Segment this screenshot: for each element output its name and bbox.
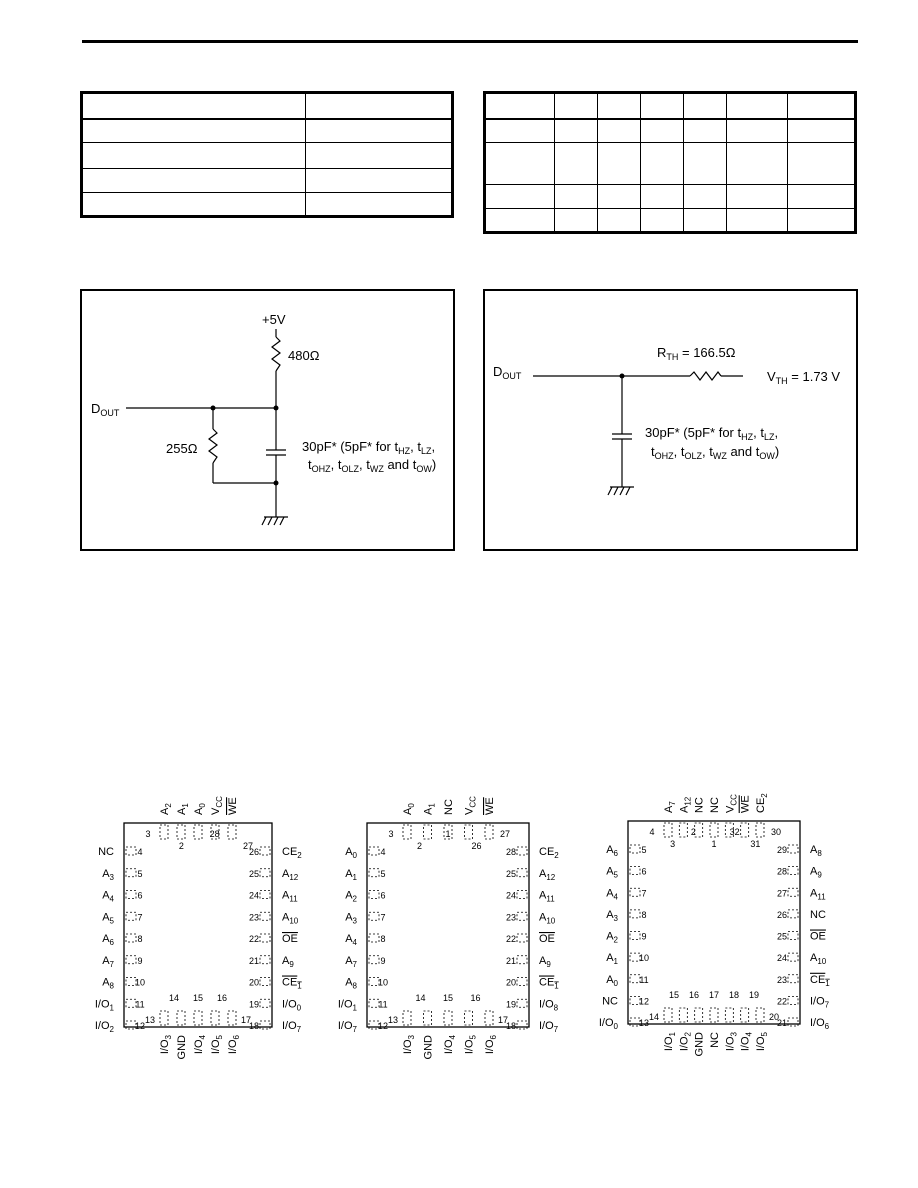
package3-right-pin-number: 29 [776,845,788,855]
package1-right-pin-label: $A_9$ [282,954,294,969]
package2-top-pin-number: 2 [416,841,423,851]
package1-right-pin-number: 26 [248,847,260,857]
pin-pad [369,847,379,855]
rth-label: $R_{TH} = 166.5\Omega$ [657,345,736,362]
package2-bottom-pin-label: $I/O_3$ [402,1035,416,1055]
package3-right-pin-number: 28 [776,866,788,877]
package2-left-pin-number: 9 [380,955,386,966]
package2-left-pin-label: $A_4$ [345,933,357,947]
package2-right-pin-label: OE [539,933,555,945]
package3-right-pin-number: 26 [776,909,788,920]
pin-pad [517,869,527,877]
package2-left-pin-label: $A_1$ [345,867,357,882]
package2-right-pin-number: 21 [505,955,517,966]
pin-pad [211,1011,219,1025]
pin-pad [160,825,168,839]
cap-label-line2: $t_{OHZ}$, $t_{OLZ}$, $t_{WZ}$ and $t_{OW}$) [651,444,780,461]
pin-pad [444,1011,452,1025]
pin-pad [260,847,270,855]
package3-left-pin-number: 13 [638,1018,650,1028]
r-top-label: 480Ω [288,348,320,363]
pin-pad [630,932,640,940]
package1-bottom-pin-label: GND [176,1035,188,1060]
package1-bottom-pin-number: 14 [168,993,180,1003]
package2-bottom-pin-number: 16 [470,993,481,1003]
package1-left-pin-number: 6 [137,890,143,901]
package1-right-pin-number: 22 [248,934,260,944]
pin-pad [126,912,136,920]
pin-pad [710,1008,718,1022]
package2-right-pin-number: 25 [505,868,517,879]
pin-pad [177,1011,185,1025]
pin-pad [788,845,798,853]
package3-bottom-pin-number: 14 [648,1012,660,1022]
package1-right-pin-number: 24 [248,890,260,901]
package3-bottom-pin-number: 17 [708,990,720,1000]
pin-pad [228,1011,236,1025]
package1-right-pin-label: $A_{12}$ [282,867,299,882]
pin-pad [369,934,379,942]
package1-right-pin-number: 25 [248,868,260,879]
package2-right-pin-label: $CE_1$ [539,976,559,991]
package2-right-pin-number: 18 [505,1021,517,1031]
pin-pad [756,1008,764,1022]
pin-pad [260,891,270,899]
package3-bottom-pin-label: $I/O_5$ [755,1032,769,1052]
package3-right-pin-label: $CE_1$ [810,973,830,988]
package2-top-pin-number: 27 [499,829,511,839]
package3-top-pin-label: $A_{12}$ [678,796,693,813]
package1-top-pin-label: $A_2$ [159,803,173,815]
pin-pad [260,978,270,986]
package3-left-pin-label: $A_6$ [606,844,618,858]
pin-pad [725,1008,733,1022]
package1-right-pin-label: $I/O_7$ [282,1020,302,1034]
right-table [483,91,857,234]
package2-right-pin-number: 19 [505,999,517,1010]
package2-right-pin-label: $I/O_8$ [539,998,559,1013]
pin-pad [517,891,527,899]
pin-pad [260,934,270,942]
pin-pad [260,869,270,877]
package3-top-pin-label: $V_{CC}$ [724,794,739,813]
vth-label: $V_{TH} = 1.73$ V [767,369,841,386]
package2-right-pin-number: 20 [505,977,517,988]
pin-pad [465,825,473,839]
cap-label-line2: $t_{OHZ}$, $t_{OLZ}$, $t_{WZ}$ and $t_{OW}$) [308,457,437,474]
package2-top-pin-label: NC [443,799,455,815]
cap-label-line1: 30pF* (5pF* for $t_{HZ}$, $t_{LZ}$, [302,439,436,456]
package2-top-pin-label: $A_0$ [402,803,416,815]
package2-left-pin-label: $A_0$ [345,846,357,860]
package2-right-pin-number: 24 [505,890,517,901]
package3-bottom-pin-number: 18 [728,990,740,1000]
pin-pad [517,847,527,855]
package3-right-pin-number: 24 [776,953,788,964]
package3-top-pin-label: $CE_2$ [755,793,769,813]
package1-left-pin-label: $A_4$ [102,889,114,904]
package1-left-pin-number: 10 [134,977,146,988]
package1-right-pin-label: $A_{10}$ [282,911,299,926]
package1-left-pin-number: 12 [134,1021,146,1031]
package2-top-pin-label: WE [484,797,496,815]
pin-pad [788,910,798,918]
package3-right-pin-label: $A_9$ [810,865,822,880]
package1-left-pin-label: $A_6$ [102,933,114,947]
pin-pad [485,825,493,839]
package2-top-pin-number: 3 [388,829,394,839]
pin-pad [664,1008,672,1022]
package3-left-pin-number: 9 [641,931,647,942]
package2-bottom-pin-label: $I/O_4$ [443,1035,457,1055]
package1-top-pin-label: $A_0$ [193,803,207,815]
package1-right-pin-number: 18 [248,1021,260,1031]
pin-pad [424,825,432,839]
package1-right-pin-number: 21 [248,955,260,966]
package1-right-pin-label: OE [282,933,298,945]
pin-pad [741,1008,749,1022]
package3-right-pin-label: $A_8$ [810,844,822,858]
package2-left-pin-number: 4 [380,847,386,857]
package1-left-pin-number: 5 [137,868,143,879]
package1-left-pin-number: 4 [137,847,143,857]
supply-label: +5V [262,312,286,327]
package1-top-pin-number: 27 [242,841,254,851]
package2-left-pin-number: 10 [377,977,389,988]
header-rule [82,40,858,43]
package3-bottom-pin-number: 20 [768,1012,780,1022]
package3-left-pin-label: $A_1$ [606,952,618,967]
package3-right-pin-number: 27 [776,888,788,899]
pinout-diagrams [0,780,918,1080]
package3-right-pin-number: 25 [776,931,788,942]
package2-right-pin-label: $CE_2$ [539,846,559,860]
package1-right-pin-number: 23 [248,912,260,923]
pin-pad [710,823,718,837]
pin-pad [424,1011,432,1025]
pin-pad [517,999,527,1007]
pin-pad [260,912,270,920]
package2-bottom-pin-number: 17 [497,1015,509,1025]
package1-top-pin-label: $V_{CC}$ [210,796,224,815]
pin-pad [465,1011,473,1025]
package2-bottom-pin-label: $I/O_6$ [484,1035,498,1055]
pin-pad [788,996,798,1004]
dout-label: $D_{OUT}$ [91,401,120,418]
pin-pad [630,888,640,896]
package3-left-pin-label: $A_4$ [606,887,618,902]
pin-pad [260,1021,270,1029]
pin-pad [630,867,640,875]
package3-top-pin-number: 3 [670,839,676,849]
pin-pad [517,912,527,920]
package3-left-pin-number: 5 [641,845,647,855]
package1-left-pin-number: 11 [135,999,145,1010]
package1-right-pin-number: 20 [248,977,260,988]
package2-right-pin-number: 22 [505,934,517,944]
pin-pad [695,823,703,837]
package1-left-pin-label: NC [98,846,114,858]
package3-top-pin-label: NC [693,797,706,813]
pin-pad [664,823,672,837]
left-table [80,91,454,218]
package1-right-pin-label: $A_{11}$ [282,889,298,904]
package3-top-pin-label: WE [739,795,752,813]
package3-top-pin-number: 32 [729,827,740,837]
package1-left-pin-label: $A_8$ [102,976,114,991]
package3-left-pin-label: $A_3$ [606,908,618,923]
package2-left-pin-label: $I/O_1$ [337,998,357,1013]
package3-right-pin-number: 22 [776,996,788,1007]
pin-pad [194,825,202,839]
pin-pad [369,912,379,920]
pin-pad [788,953,798,961]
pin-pad [126,934,136,942]
package3-left-pin-label: $I/O_0$ [598,1017,618,1031]
package2-left-pin-label: $A_3$ [345,911,357,926]
package3-bottom-pin-label: $I/O_1$ [663,1032,677,1052]
package1-top-pin-number: 28 [209,829,220,839]
package3-right-pin-label: $I/O_7$ [810,995,830,1010]
right-test-circuit [483,289,858,551]
pin-pad [630,845,640,853]
package3-right-pin-label: OE [810,930,826,943]
pin-pad [403,825,411,839]
pin-pad [788,867,798,875]
package2-bottom-pin-number: 15 [442,993,454,1003]
package2-left-pin-number: 8 [380,934,386,944]
package3-right-pin-label: $I/O_6$ [810,1017,830,1031]
package3-top-pin-number: 4 [649,827,655,837]
pin-pad [788,975,798,983]
package1-top-pin-label: WE [227,797,239,815]
pin-pad [369,956,379,964]
package1-left-pin-label: $A_3$ [102,867,114,882]
left-test-circuit [80,289,455,551]
package1-right-pin-label: $CE_2$ [282,846,302,860]
package3-bottom-pin-label: $I/O_3$ [724,1032,739,1052]
package2-bottom-pin-label: GND [422,1035,435,1060]
package1-bottom-pin-label: $I/O_6$ [227,1035,241,1055]
package2-left-pin-label: $I/O_7$ [337,1020,357,1034]
pin-pad [679,1008,687,1022]
pin-pad [260,956,270,964]
package2-right-pin-label: $A_{12}$ [539,867,556,882]
pin-pad [403,1011,411,1025]
package2-top-pin-label: $V_{CC}$ [463,796,478,815]
package3-right-pin-number: 21 [776,1018,788,1028]
package1-bottom-pin-label: $I/O_3$ [159,1035,173,1055]
pin-pad [679,823,687,837]
package1-bottom-pin-number: 15 [192,993,204,1003]
package3-left-pin-number: 8 [641,909,647,920]
package1-left-pin-number: 7 [137,912,143,923]
package2-right-pin-number: 23 [505,912,517,923]
package1-right-pin-label: $I/O_0$ [282,998,302,1013]
package2-right-pin-label: $A_{10}$ [539,911,556,926]
package1-bottom-pin-number: 17 [240,1015,252,1025]
package2-left-pin-label: $A_8$ [345,976,357,991]
package2-bottom-pin-number: 14 [415,993,426,1003]
package2-left-pin-label: $A_2$ [345,889,357,904]
package2-right-pin-label: $A_9$ [539,954,551,969]
package3-left-pin-label: NC [602,995,618,1008]
pin-pad [160,1011,168,1025]
package2-right-pin-label: $A_{11}$ [539,889,555,904]
pin-pad [517,1021,527,1029]
pin-pad [517,934,527,942]
pin-pad [695,1008,703,1022]
package3-left-pin-number: 11 [639,974,649,985]
package3-bottom-pin-label: $I/O_2$ [678,1032,693,1052]
package2-left-pin-number: 12 [377,1021,389,1031]
package3-left-pin-number: 6 [641,866,647,877]
pin-pad [517,956,527,964]
pin-pad [788,932,798,940]
package2-top-pin-number: 1 [445,829,451,839]
pin-pad [788,1018,798,1026]
pin-pad [126,956,136,964]
package1-top-pin-label: $A_1$ [176,803,190,815]
package1-left-pin-label: $I/O_2$ [94,1020,114,1034]
package2-top-pin-number: 26 [471,841,482,851]
package2-left-pin-number: 11 [378,999,388,1010]
package3-top-pin-label: $A_7$ [663,801,677,813]
pin-pad [260,999,270,1007]
package3-left-pin-label: $A_2$ [606,930,618,945]
package3-bottom-pin-label: $I/O_4$ [739,1032,754,1052]
pin-pad [126,891,136,899]
package1-right-pin-label: $CE_1$ [282,976,302,991]
left-circuit-diagram [82,291,453,549]
package3-left-pin-label: $A_0$ [606,973,618,988]
package1-left-pin-label: $A_7$ [102,954,114,969]
pin-pad [369,891,379,899]
package3-bottom-pin-number: 16 [688,990,700,1000]
package3-right-pin-label: NC [810,908,826,921]
package2-left-pin-number: 7 [380,912,386,923]
cap-label-line1: 30pF* (5pF* for $t_{HZ}$, $t_{LZ}$, [645,425,779,442]
pin-pad [228,825,236,839]
pin-pad [194,1011,202,1025]
package1-left-pin-label: $I/O_1$ [94,998,114,1013]
r-left-label: 255Ω [166,441,198,456]
package3-left-pin-number: 10 [638,953,650,964]
right-circuit-diagram [485,291,856,549]
package3-right-pin-number: 23 [776,974,788,985]
package1-top-pin-number: 2 [178,841,184,851]
package3-left-pin-label: $A_5$ [606,865,618,880]
pin-pad [630,910,640,918]
package3-top-pin-number: 30 [770,827,782,837]
package1-right-pin-number: 19 [248,999,260,1010]
package1-left-pin-label: $A_5$ [102,911,114,926]
pin-pad [126,847,136,855]
package3-left-pin-number: 12 [638,996,650,1007]
package1-bottom-pin-number: 13 [144,1015,156,1025]
package3-top-pin-number: 2 [690,827,696,837]
package1-left-pin-number: 9 [137,955,143,966]
pin-pad [126,869,136,877]
package2-left-pin-label: $A_7$ [345,954,357,969]
package3-top-pin-label: NC [709,797,721,813]
package2-bottom-pin-label: $I/O_5$ [463,1035,478,1055]
package3-bottom-pin-number: 15 [668,990,680,1000]
package2-right-pin-label: $I/O_7$ [539,1020,559,1034]
pin-pad [485,1011,493,1025]
pin-pad [788,888,798,896]
package2-bottom-pin-number: 13 [387,1015,399,1025]
pin-pad [756,823,764,837]
package3-top-pin-number: 1 [711,839,717,849]
package3-right-pin-label: $A_{11}$ [810,887,826,902]
pin-pad [369,869,379,877]
pin-pad [177,825,185,839]
package1-bottom-pin-label: $I/O_5$ [210,1035,224,1055]
package3-left-pin-number: 7 [641,888,647,899]
dout-label: $D_{OUT}$ [493,364,522,381]
package2-right-pin-number: 28 [505,847,517,857]
package3-bottom-pin-number: 19 [748,990,760,1000]
package2-top-pin-label: $A_1$ [422,803,437,815]
package3-top-pin-number: 31 [750,839,761,849]
package2-left-pin-number: 5 [380,868,386,879]
package3-bottom-pin-label: GND [693,1032,706,1057]
package3-right-pin-label: $A_{10}$ [810,952,827,967]
package1-left-pin-number: 8 [137,934,143,944]
package3-bottom-pin-label: NC [709,1032,721,1048]
package2-left-pin-number: 6 [380,890,386,901]
package1-bottom-pin-number: 16 [216,993,228,1003]
package1-bottom-pin-label: $I/O_4$ [193,1035,207,1055]
pin-pad [741,823,749,837]
package1-top-pin-number: 3 [145,829,151,839]
pin-pad [517,978,527,986]
